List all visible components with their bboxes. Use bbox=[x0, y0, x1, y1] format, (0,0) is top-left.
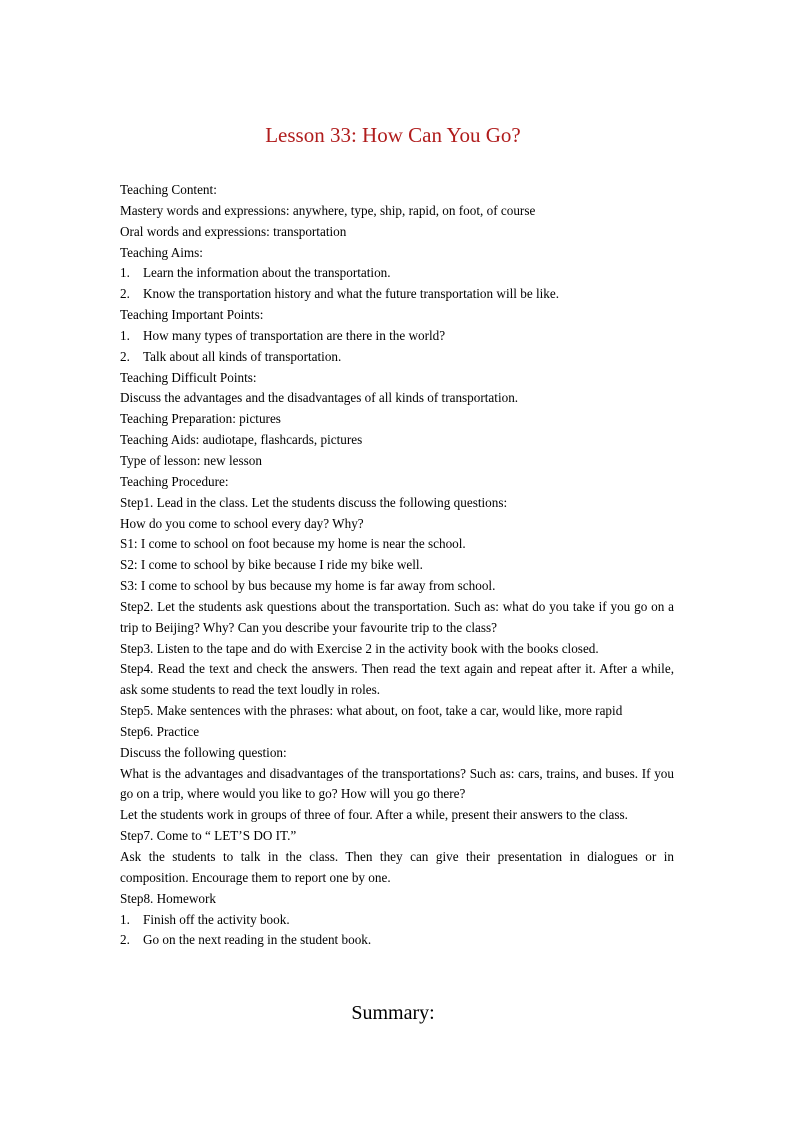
mastery-words: Mastery words and expressions: anywhere, type, ship, rapid, on foot, of course bbox=[120, 202, 536, 218]
teaching-aids: Teaching Aids: audiotape, flashcards, pictures bbox=[120, 432, 363, 448]
step3: Step3. Listen to the tape and do with Exercise 2 in the activity book with the books closed. bbox=[120, 640, 599, 656]
list-text: Go on the next reading in the student book. bbox=[143, 932, 372, 948]
list-number: 2. bbox=[120, 286, 130, 302]
step7: Step7. Come to “ LET’S DO IT.” bbox=[120, 828, 297, 844]
list-item bbox=[120, 263, 674, 284]
list-text: Know the transportation history and what the future transportation will be like. bbox=[143, 286, 560, 302]
lesson-body bbox=[120, 180, 674, 951]
list-item bbox=[120, 347, 674, 368]
list-number: 2. bbox=[120, 348, 130, 364]
list-item bbox=[120, 930, 674, 951]
procedure-heading: Teaching Procedure: bbox=[120, 473, 229, 489]
list-item bbox=[120, 326, 674, 347]
list-number: 1. bbox=[120, 911, 130, 927]
difficult-points-heading: Teaching Difficult Points: bbox=[120, 369, 257, 385]
discuss-question: What is the advantages and disadvantages of the transportations? Such as: cars, trains, and buses. If you go on a trip, where would you like to go? How will you go there? bbox=[120, 765, 674, 802]
step6: Step6. Practice bbox=[120, 723, 200, 739]
teaching-preparation: Teaching Preparation: pictures bbox=[120, 411, 281, 427]
lesson-type: Type of lesson: new lesson bbox=[120, 452, 262, 468]
difficult-points-text: Discuss the advantages and the disadvantages of all kinds of transportation. bbox=[120, 390, 519, 406]
list-number: 2. bbox=[120, 932, 130, 948]
step8: Step8. Homework bbox=[120, 890, 216, 906]
step5: Step5. Make sentences with the phrases: what about, on foot, take a car, would like, more rapid bbox=[120, 703, 623, 719]
oral-words: Oral words and expressions: transportation bbox=[120, 223, 347, 239]
summary-heading: Summary: bbox=[351, 1002, 435, 1024]
lesson-title: Lesson 33: How Can You Go? bbox=[265, 123, 521, 147]
discuss-heading: Discuss the following question: bbox=[120, 744, 287, 760]
list-text: Finish off the activity book. bbox=[143, 911, 290, 927]
list-number: 1. bbox=[120, 327, 130, 343]
group-work: Let the students work in groups of three of four. After a while, present their answers to the class. bbox=[120, 807, 628, 823]
step4: Step4. Read the text and check the answers. Then read the text again and repeat after it. After a while, ask some students to read the text loudly in roles. bbox=[120, 661, 674, 698]
teaching-content-heading: Teaching Content: bbox=[120, 182, 217, 197]
student-answer-s1: S1: I come to school on foot because my home is near the school. bbox=[120, 536, 466, 552]
list-text: Learn the information about the transportation. bbox=[143, 265, 391, 281]
list-item bbox=[120, 910, 674, 931]
list-text: Talk about all kinds of transportation. bbox=[143, 348, 342, 364]
list-item bbox=[120, 284, 674, 305]
step1: Step1. Lead in the class. Let the students discuss the following questions: bbox=[120, 494, 508, 510]
student-answer-s3: S3: I come to school by bus because my home is far away from school. bbox=[120, 578, 496, 594]
student-answer-s2: S2: I come to school by bike because I ride my bike well. bbox=[120, 557, 423, 573]
important-points-heading: Teaching Important Points: bbox=[120, 307, 264, 323]
step7-text: Ask the students to talk in the class. Then they can give their presentation in dialogues or in composition. Encourage them to report one by one. bbox=[120, 849, 674, 885]
step1-question: How do you come to school every day? Why? bbox=[120, 515, 364, 531]
list-text: How many types of transportation are there in the world? bbox=[143, 327, 446, 343]
step2: Step2. Let the students ask questions about the transportation. Such as: what do you take if you go on a trip to Beijing? Why? Can you describe your favourite trip to the class? bbox=[120, 598, 674, 635]
teaching-aims-heading: Teaching Aims: bbox=[120, 244, 203, 260]
list-number: 1. bbox=[120, 265, 130, 281]
